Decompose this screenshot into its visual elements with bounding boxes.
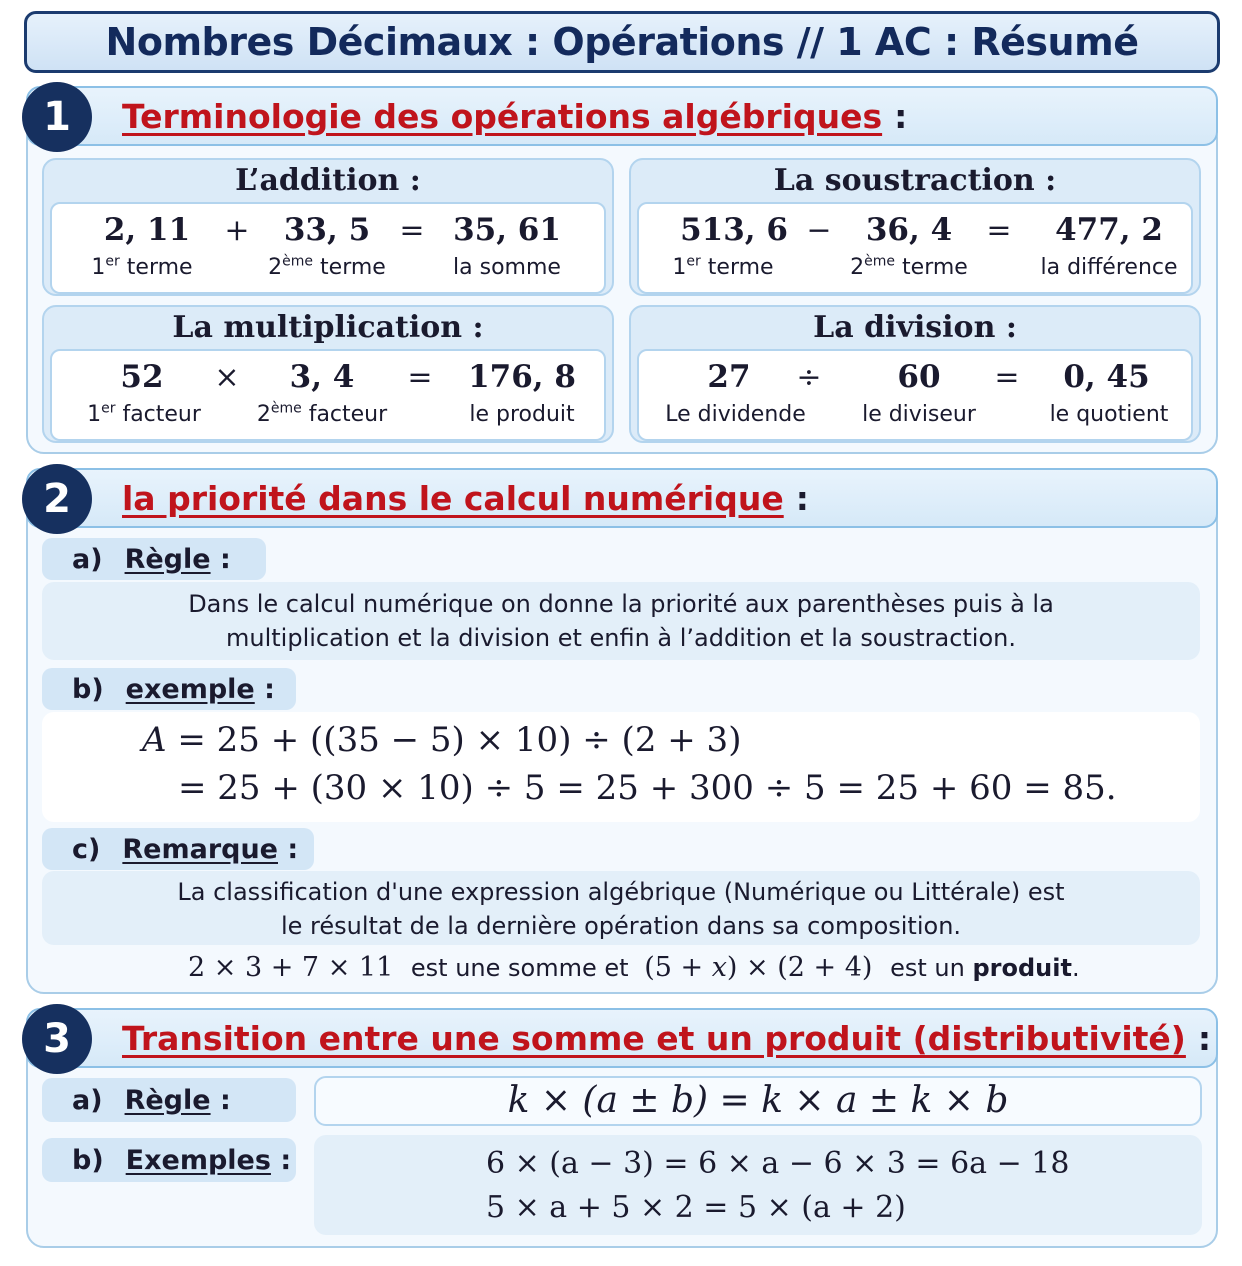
example-line-1: A = 25 + ((35 − 5) × 10) ÷ (2 + 3) [142, 720, 742, 760]
rule-tag: a) Règle : [42, 538, 266, 580]
section1-number-badge: 1 [22, 82, 92, 152]
multiplication-content [50, 349, 606, 441]
division-dividend: 27 [707, 359, 751, 395]
section3-header [26, 1008, 1218, 1068]
subtraction-result: 477, 2 [1055, 212, 1163, 248]
remark-text-sum: est une somme et [410, 954, 629, 982]
rule-line-2: multiplication et la division et enfin à l’addition et la soustraction. [226, 624, 1016, 652]
division-title: La division : [813, 310, 1017, 345]
subtraction-content [637, 202, 1193, 294]
addition-equals: = [399, 213, 425, 248]
subtraction-label-difference: la différence [1040, 255, 1178, 280]
section2-title: la priorité dans le calcul numérique [122, 478, 784, 518]
division-label-quotient: le quotient [1049, 402, 1169, 427]
division-result: 0, 45 [1063, 359, 1150, 395]
subtraction-term2: 36, 4 [865, 212, 953, 248]
distributivity-rule: k × (a ± b) = k × a ± k × b [507, 1080, 1009, 1121]
distributivity-example-1: 6 × (a − 3) = 6 × a − 6 × 3 = 6a − 18 [486, 1146, 1070, 1181]
multiplication-times-sign: × [214, 360, 240, 395]
section2-number-badge: 2 [22, 464, 92, 534]
addition-content [50, 202, 606, 294]
subtraction-box [629, 158, 1201, 296]
remark-tag: c) Remarque : [42, 828, 314, 870]
distributivity-example-2: 5 × a + 5 × 2 = 5 × (a + 2) [486, 1190, 906, 1225]
addition-label-term1: 1er terme [91, 253, 193, 280]
remark-line-2: le résultat de la dernière opération dans sa composition. [280, 912, 962, 940]
example-tag: b) exemple : [42, 668, 296, 710]
section3-number-badge: 3 [22, 1004, 92, 1074]
subtraction-label-term1: 1er terme [672, 253, 774, 280]
example-line-2: = 25 + (30 × 10) ÷ 5 = 25 + 300 ÷ 5 = 25 + 60 = 85. [178, 768, 1117, 808]
addition-term1: 2, 11 [103, 212, 191, 248]
distributivity-rule-tag: a) Règle : [42, 1078, 296, 1122]
subtraction-minus-sign: − [806, 213, 832, 248]
section3-title: Transition entre une somme et un produit (distributivité) [122, 1018, 1186, 1058]
division-content [637, 349, 1193, 441]
page-title: Nombres Décimaux : Opérations // 1 AC : Résumé [24, 11, 1220, 73]
subtraction-title: La soustraction : [773, 163, 1057, 198]
multiplication-label-product: le produit [469, 402, 575, 427]
multiplication-factor1: 52 [120, 359, 164, 395]
division-divide-sign: ÷ [796, 360, 822, 395]
division-label-divisor: le diviseur [862, 402, 976, 427]
section1-title: Terminologie des opérations algébriques [122, 96, 883, 136]
addition-label-term2: 2ème terme [268, 253, 386, 280]
multiplication-label-factor1: 1er facteur [87, 400, 201, 427]
section1-header [26, 86, 1218, 146]
subtraction-term1: 513, 6 [680, 212, 788, 248]
section1-colon: : [894, 96, 908, 136]
remark-line-1: La classification d'une expression algébrique (Numérique ou Littérale) est [177, 878, 1065, 906]
distributivity-examples-tag: b) Exemples : [42, 1138, 296, 1182]
remark-example [188, 952, 1088, 983]
remark-text-product: est un produit. [890, 954, 1080, 982]
multiplication-factor2: 3, 4 [289, 359, 355, 395]
multiplication-label-factor2: 2ème facteur [256, 400, 388, 427]
division-divisor: 60 [897, 359, 941, 395]
division-equals: = [994, 360, 1020, 395]
remark-expr-sum: 2 × 3 + 7 × 11 [188, 952, 394, 983]
section2-header [26, 468, 1218, 528]
multiplication-title: La multiplication : [172, 310, 484, 345]
addition-term2: 33, 5 [283, 212, 371, 248]
addition-plus-sign: + [224, 213, 250, 248]
multiplication-box [42, 305, 614, 443]
addition-title: L’addition : [235, 163, 421, 198]
addition-box [42, 158, 614, 296]
subtraction-equals: = [986, 213, 1012, 248]
addition-result: 35, 61 [453, 212, 561, 248]
section2-colon: : [795, 478, 809, 518]
section3-colon: : [1197, 1018, 1212, 1058]
subtraction-label-term2: 2ème terme [850, 253, 968, 280]
remark-expr-product: (5 + x) × (2 + 4) [644, 952, 873, 983]
multiplication-equals: = [407, 360, 433, 395]
multiplication-result: 176, 8 [468, 359, 576, 395]
remark-text-box [42, 871, 1200, 945]
addition-label-sum: la somme [453, 255, 561, 280]
division-box [629, 305, 1201, 443]
rule-line-1: Dans le calcul numérique on donne la priorité aux parenthèses puis à la [188, 590, 1054, 618]
rule-text-box [42, 582, 1200, 660]
division-label-dividend: Le dividende [665, 402, 806, 427]
